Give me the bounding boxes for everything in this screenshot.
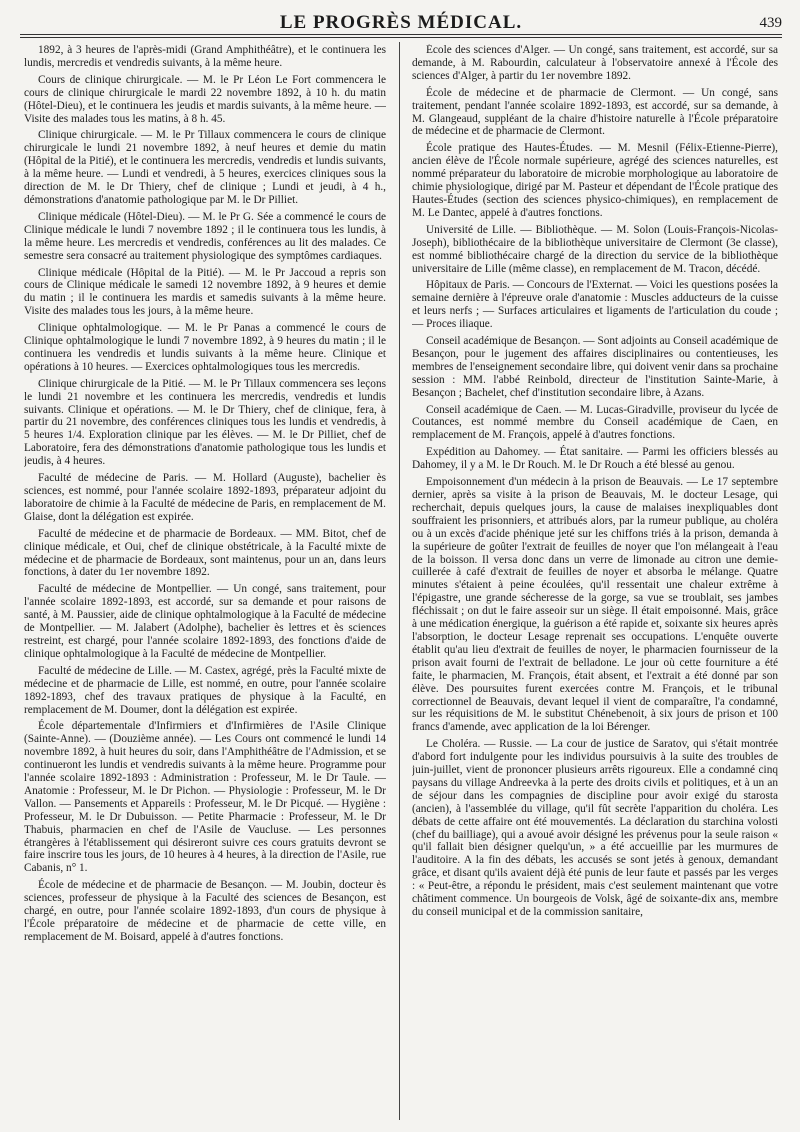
right-column [412, 44, 778, 1124]
journal-title: LE PROGRÈS MÉDICAL. [279, 12, 523, 33]
header-rule [20, 34, 782, 35]
paragraph: Hôpitaux de Paris. — Concours de l'Externat. — Voici les questions posées la semaine dernière à l'épreuve orale d'anatomie : Muscles adducteurs de la cuisse et leurs nerfs ; — Surfaces articulaires et ligaments de l'articulation du coude ; — Proces iliaque. [412, 279, 778, 331]
page-header [20, 8, 782, 34]
paragraph: Clinique chirurgicale de la Pitié. — M. le Pr Tillaux commencera ses leçons le lundi 21 novembre et les continuera les mercredis, vendredis et lundis suivants. Clinique et opérations. — M. le Dr Thiery, chef de clinique, fera, à partir du 21 novembre, des conférences cliniques tous les lundis et vendredis, à 5 heures 1/4. Exploration clinique par les élèves. — M. le Dr Pilliet, chef de Laboratoire, fera des démonstrations d'anatomie pathologique tous les lundis et jeudis, à 4 heures. [24, 377, 386, 468]
paragraph: 1892, à 3 heures de l'après-midi (Grand Amphithéâtre), et le continuera les lundis, mercredis et vendredis suivants, à la même heure. [24, 44, 386, 69]
paragraph: École pratique des Hautes-Études. — M. Mesnil (Félix-Etienne-Pierre), ancien élève de l'École normale supérieure, agrégé des sciences naturelles, est nommé préparateur du laboratoire de microbie morphologique au laboratoire de chimie physiologique, dirigé par M. Pasteur et dépendant de l'École pratique des Hautes-Études (section des sciences physico-chimiques), en remplacement de M. Le Dantec, appelé à d'autres fonctions. [412, 142, 778, 219]
paragraph: Faculté de médecine de Paris. — M. Hollard (Auguste), bachelier ès sciences, est nommé, pour l'année scolaire 1892-1893, préparateur adjoint du laboratoire de chimie à la Faculté de médecine de Paris, en remplacement de M. Glaise, dont la délégation est expirée. [24, 472, 386, 523]
paragraph: Clinique médicale (Hôpital de la Pitié). — M. le Pr Jaccoud a repris son cours de Clinique médicale le samedi 12 novembre 1892, à 9 heures et demie du matin ; il le continuera les mardis et samedis suivants à la même heure. Visite des malades tous les jours, à la même heure. [24, 266, 386, 318]
header-rule-inner [20, 37, 782, 38]
paragraph: Clinique chirurgicale. — M. le Pr Tillaux commencera le cours de clinique chirurgicale le lundi 21 novembre 1892, à neuf heures et demie du matin (Hôpital de la Pitié), et le continuera les mercredis, vendredis et lundis suivants, à la même heure. — Lundi et vendredi, à 5 heures, exercices cliniques sous la direction de M. le Dr Thiery, chef de clinique ; Lundi et jeudi, à 4 h., démonstrations d'anatomie pathologique par M. le Dr Pilliet. [24, 129, 386, 206]
paragraph: Université de Lille. — Bibliothèque. — M. Solon (Louis-François-Nicolas-Joseph), bibliothécaire de la bibliothèque universitaire de Clermont (3e classe), est nommé bibliothécaire chargé de la direction du service de la bibliothèque universitaire de Lille (même classe), en remplacement de M. Tracon, décédé. [412, 223, 778, 275]
paragraph: École départementale d'Infirmiers et d'Infirmières de l'Asile Clinique (Sainte-Anne). — (Douzième année). — Les Cours ont commencé le lundi 14 novembre 1892, à huit heures du soir, dans l'Amphithéâtre de l'Admission, et se continueront les lundis et vendredis suivants à la même heure. Programme pour l'année scolaire 1892-1893 : Administration : Professeur, M. le Dr Taule. — Anatomie : Professeur, M. le Dr Pichon. — Physiologie : Professeur, M. le Dr Vallon. — Pansements et Appareils : Professeur, M. le Dr Picqué. — Hygiène : Professeur, M. le Dr Dubuisson. — Petite Pharmacie : Professeur, M. le Dr Thabuis, pharmacien en chef de l'Asile de Vaucluse. — Les personnes étrangères à l'établissement qui désireront suivre ces cours gratuits devront se faire inscrire tous les jours, de 10 heures à 4 heures, à la direction de l'Asile, rue Cabanis, n° 1. [24, 720, 386, 875]
paragraph: École de médecine et de pharmacie de Clermont. — Un congé, sans traitement, pendant l'année scolaire 1892-1893, est accordé, sur sa demande, à M. Glangeaud, suppléant de la chaire d'histoire naturelle à l'École préparatoire de médecine et de pharmacie de Clermont. [412, 86, 778, 138]
left-column [24, 44, 386, 1124]
paragraph: Faculté de médecine de Lille. — M. Castex, agrégé, près la Faculté mixte de médecine et de pharmacie de Lille, est nommé, en outre, pour l'année scolaire 1892-1893, chef des travaux pratiques de physique à la Faculté, en remplacement de M. Doumer, dont la délégation est expirée. [24, 664, 386, 716]
paragraph: Conseil académique de Besançon. — Sont adjoints au Conseil académique de Besançon, pour le jugement des affaires disciplinaires ou contentieuses, les membres de l'enseignement secondaire libre, qui doivent venir dans sa prochaine session : MM. l'abbé Reinbold, directeur de l'institution Sainte-Marie, à Besançon ; Bachelet, chef d'institution secondaire libre, à Azans. [412, 335, 778, 399]
paragraph: Le Choléra. — Russie. — La cour de justice de Saratov, qui s'était montrée d'abord fort indulgente pour les individus poursuivis à la suite des troubles de juin-juillet, vient de prononcer plusieurs arrêts rigoureux. Elle a condamné cinq paysans du village Andreevka à la perte des droits civils et politiques, et à un an de séjour dans les compagnies de discipline pour avoir exigé du starosta (ancien), à l'assemblée du village, qu'il fût secrète l'apparition du choléra. Les débats de cette affaire ont été mouvementés. La déclaration du starchina volosti (chef du bailliage), qui a avoué avoir désigné les prévenus pour la seule raison « qu'il fallait bien désigner quelqu'un, » a été accueillie par les murmures de l'auditoire. A la fin des débats, les accusés se sont jetés à genoux, demandant grâce, et disant qu'ils avaient déjà été punis de leur faute et passés par les verges : « Peut-être, a répondu le président, mais c'est seulement maintenant que votre châtiment commence. Un bourgeois de Volsk, âgé de soixante-dix ans, membre du conseil municipal et de la commission sanitaire, [412, 738, 778, 918]
paragraph: Faculté de médecine de Montpellier. — Un congé, sans traitement, pour l'année scolaire 1892-1893, est accordé, sur sa demande et pour raisons de santé, à M. Paussier, aide de clinique ophtalmologique à la Faculté de médecine de Montpellier. — M. Jalabert (Adolphe), bachelier ès lettres et ès sciences restreint, est chargé, pour l'année scolaire 1892-1893, des fonctions d'aide de clinique ophtalmologique à la Faculté de médecine de Montpellier. [24, 583, 386, 660]
paragraph: Clinique ophtalmologique. — M. le Pr Panas a commencé le cours de Clinique ophtalmologique le lundi 7 novembre 1892, à 9 heures du matin ; il le continuera les vendredis et lundis suivants à la même heure. Clinique et opérations à 10 heures. — Exercices ophtalmologiques tous les mercredis. [24, 322, 386, 373]
paragraph: Cours de clinique chirurgicale. — M. le Pr Léon Le Fort commencera le cours de clinique chirurgicale le mardi 22 novembre 1892, à 10 h. du matin (Hôtel-Dieu), et le continuera les jeudis et mardis suivants, à la même heure. — Visite des malades tous les matins, à 8 h. 45. [24, 73, 386, 125]
paragraph: Clinique médicale (Hôtel-Dieu). — M. le Pr G. Sée a commencé le cours de Clinique médicale le lundi 7 novembre 1892 ; il le continuera tous les lundis, à la même heure. Les mercredis et vendredis, conférences au lit des malades. Ce semestre sera consacré au traitement physiologique des symptômes cardiaques. [24, 210, 386, 262]
paragraph: Conseil académique de Caen. — M. Lucas-Giradville, proviseur du lycée de Coutances, est nommé membre du Conseil académique de Caen, en remplacement de M. François, appelé à d'autres fonctions. [412, 403, 778, 442]
column-divider [399, 42, 400, 1120]
paragraph: École des sciences d'Alger. — Un congé, sans traitement, est accordé, sur sa demande, à M. Rabourdin, calculateur à l'observatoire annexé à l'École des sciences d'Alger, à partir du 1er novembre 1892. [412, 44, 778, 82]
paragraph: Empoisonnement d'un médecin à la prison de Beauvais. — Le 17 septembre dernier, après sa visite à la prison de Beauvais, M. le docteur Lesage, qui recherchait, depuis quelques jours, la cause de malaises inexpliquables dont souffraient les prisonniers, et attribués alors, par la rumeur publique, au choléra ou à un excès d'acide phénique jeté sur les chiffons triés à la prison, demanda à la supérieure de goûter l'extrait de feuilles de noyer que l'on mélangeait à l'eau de la boisson. Il versa donc dans un verre de limonade au citron une demie-cuillerée à café d'extrait de feuilles de noyer et absorba le mélange. Quatre minutes s'étaient à peine écoulées, qu'il ressentait une chaleur extrême à l'épigastre, une grande sécheresse de la gorge, sa vue se troublait, ses jambes fléchissait ; on dut le faire asseoir sur un siège. Il était empoisonné. Mais, grâce à une médication énergique, la guérison a été rapide et, soixante six heures après l'absorption, le docteur Lesage reprenait ses occupations. L'enquête ouverte établit qu'au lieu d'extrait de feuilles de noyer, le pharmacien fournisseur de la prison avait fourni de l'extrait de belladone. Le jour où cette fourniture a été faite, le pharmacien, M. François, était absent, et l'extrait a été donné par son élève. Des poursuites furent exercées contre M. François, et le tribunal correctionnel de Beauvais, devant lequel il vient de comparaître, l'a condamné, sur les réquisitions de M. le substitut Chénebenoit, à six jours de prison et 100 francs d'amende, avec application de la loi Bérenger. [412, 476, 778, 734]
paragraph: École de médecine et de pharmacie de Besançon. — M. Joubin, docteur ès sciences, professeur de physique à la Faculté des sciences de Besançon, est chargé, en outre, pour l'année scolaire 1892-1893, d'un cours de physique à l'École préparatoire de médecine et de pharmacie de cette ville, en remplacement de M. Boisard, appelé à d'autres fonctions. [24, 879, 386, 943]
page-number: 439 [759, 15, 782, 31]
paragraph: Expédition au Dahomey. — État sanitaire. — Parmi les officiers blessés au Dahomey, il y a M. le Dr Rouch. M. le Dr Rouch a été blessé au genou. [412, 446, 778, 472]
paragraph: Faculté de médecine et de pharmacie de Bordeaux. — MM. Bitot, chef de clinique médicale, et Oui, chef de clinique obstétricale, à la Faculté mixte de médecine et de pharmacie de Bordeaux, sont maintenus, pour un an, dans leurs fonctions, à dater du 1er novembre 1892. [24, 527, 386, 579]
